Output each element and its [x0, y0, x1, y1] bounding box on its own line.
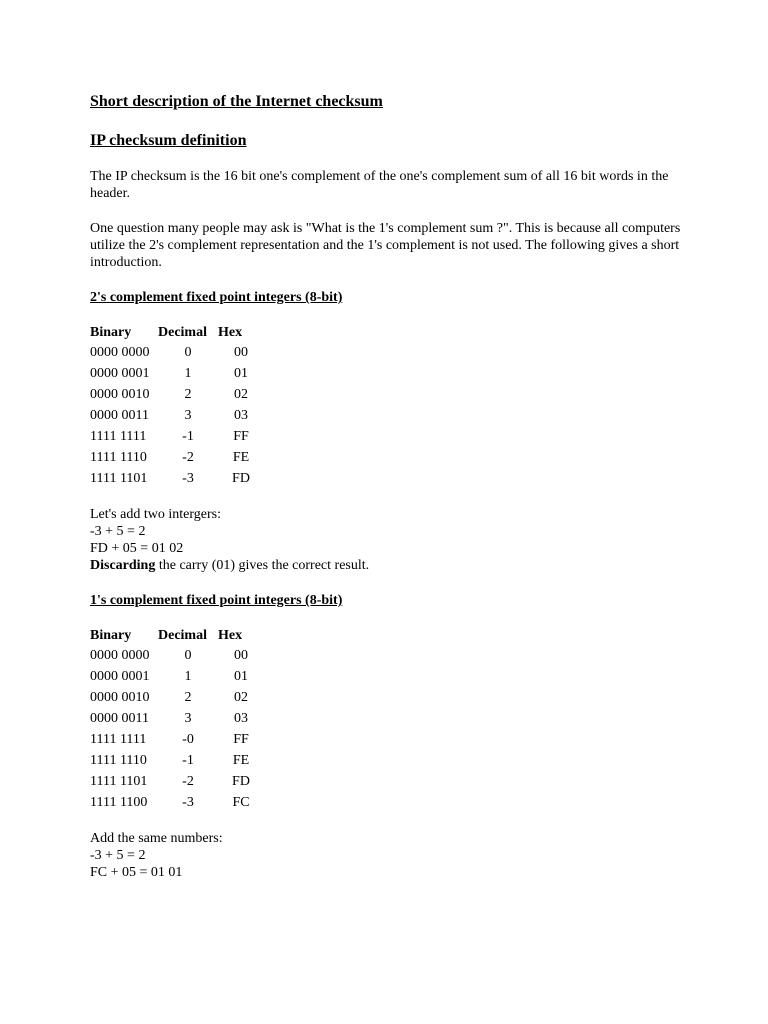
example-intro: Add the same numbers: [90, 831, 223, 846]
example-conclusion [90, 557, 690, 574]
cell-hex: FE [232, 753, 250, 768]
table-row [90, 708, 264, 729]
cell-decimal: -3 [182, 795, 194, 810]
question-paragraph: One question many people may ask is "What is the 1's complement sum ?". This is because all computers utilize the 2's complement representation and the 1's complement is not used. The following gives a short introduction. [90, 221, 681, 270]
cell-decimal: 0 [184, 345, 192, 360]
cell-hex: 02 [234, 690, 248, 705]
twos-complement-example [90, 506, 690, 574]
cell-binary: 1111 1101 [90, 471, 148, 486]
table-row [90, 645, 264, 666]
conclusion-bold-word: Discarding [90, 558, 156, 573]
cell-hex: 00 [234, 345, 248, 360]
cell-binary: 1111 1111 [90, 429, 147, 444]
cell-decimal: -3 [182, 471, 194, 486]
cell-hex: FE [232, 450, 250, 465]
column-header-hex: Hex [218, 325, 243, 340]
column-header-decimal: Decimal [158, 628, 207, 643]
table-row [90, 405, 264, 426]
cell-hex: 02 [234, 387, 248, 402]
cell-binary: 1111 1110 [90, 753, 147, 768]
cell-hex: 01 [234, 366, 248, 381]
table-row [90, 468, 264, 489]
cell-decimal: -2 [182, 450, 194, 465]
column-header-decimal: Decimal [158, 325, 207, 340]
twos-complement-table [90, 323, 264, 489]
cell-binary: 0000 0001 [90, 669, 150, 684]
cell-decimal: -0 [182, 732, 194, 747]
table-row [90, 687, 264, 708]
cell-binary: 1111 1100 [90, 795, 148, 810]
cell-binary: 1111 1110 [90, 450, 147, 465]
table-row [90, 750, 264, 771]
cell-binary: 0000 0001 [90, 366, 150, 381]
table-row [90, 666, 264, 687]
cell-hex: FD [232, 774, 250, 789]
table-row [90, 426, 264, 447]
cell-decimal: 3 [184, 408, 192, 423]
example-equation: -3 + 5 = 2 [90, 848, 146, 863]
example-hex-sum: FC + 05 = 01 01 [90, 865, 183, 880]
cell-decimal: 1 [184, 669, 192, 684]
ones-complement-table [90, 626, 264, 813]
cell-hex: 03 [234, 711, 248, 726]
table-row [90, 729, 264, 750]
example-intro: Let's add two intergers: [90, 507, 221, 522]
cell-binary: 1111 1101 [90, 774, 148, 789]
table-row [90, 363, 264, 384]
cell-decimal: -1 [182, 429, 194, 444]
cell-hex: FD [232, 471, 250, 486]
ones-complement-heading: 1's complement fixed point integers (8-bit) [90, 593, 343, 608]
example-hex-sum: FD + 05 = 01 02 [90, 541, 184, 556]
cell-binary: 0000 0000 [90, 648, 150, 663]
table-header-row [90, 323, 264, 342]
table-row [90, 771, 264, 792]
cell-binary: 0000 0011 [90, 711, 149, 726]
example-equation: -3 + 5 = 2 [90, 524, 146, 539]
cell-hex: FF [233, 732, 249, 747]
table-row [90, 384, 264, 405]
cell-hex: FC [232, 795, 250, 810]
cell-binary: 0000 0011 [90, 408, 149, 423]
cell-hex: FF [233, 429, 249, 444]
cell-decimal: 0 [184, 648, 192, 663]
cell-binary: 0000 0010 [90, 387, 150, 402]
column-header-binary: Binary [90, 325, 132, 340]
table-row [90, 792, 264, 813]
table-row [90, 342, 264, 363]
cell-hex: 01 [234, 669, 248, 684]
definition-paragraph: The IP checksum is the 16 bit one's complement of the one's complement sum of all 16 bit words in the header. [90, 169, 669, 201]
cell-hex: 00 [234, 648, 248, 663]
table-header-row [90, 626, 264, 645]
cell-decimal: -2 [182, 774, 194, 789]
cell-decimal: 2 [184, 387, 192, 402]
twos-complement-heading: 2's complement fixed point integers (8-bit) [90, 290, 343, 305]
document-body [90, 92, 690, 881]
section-title-ip-checksum: IP checksum definition [90, 132, 247, 149]
cell-binary: 0000 0000 [90, 345, 150, 360]
cell-decimal: 2 [184, 690, 192, 705]
cell-binary: 0000 0010 [90, 690, 150, 705]
table-row [90, 447, 264, 468]
conclusion-text: the carry (01) gives the correct result. [155, 558, 370, 573]
column-header-binary: Binary [90, 628, 132, 643]
cell-decimal: 1 [184, 366, 192, 381]
column-header-hex: Hex [218, 628, 243, 643]
cell-decimal: -1 [182, 753, 194, 768]
cell-decimal: 3 [184, 711, 192, 726]
cell-binary: 1111 1111 [90, 732, 147, 747]
cell-hex: 03 [234, 408, 248, 423]
ones-complement-example [90, 830, 690, 881]
document-title: Short description of the Internet checksum [90, 93, 383, 110]
